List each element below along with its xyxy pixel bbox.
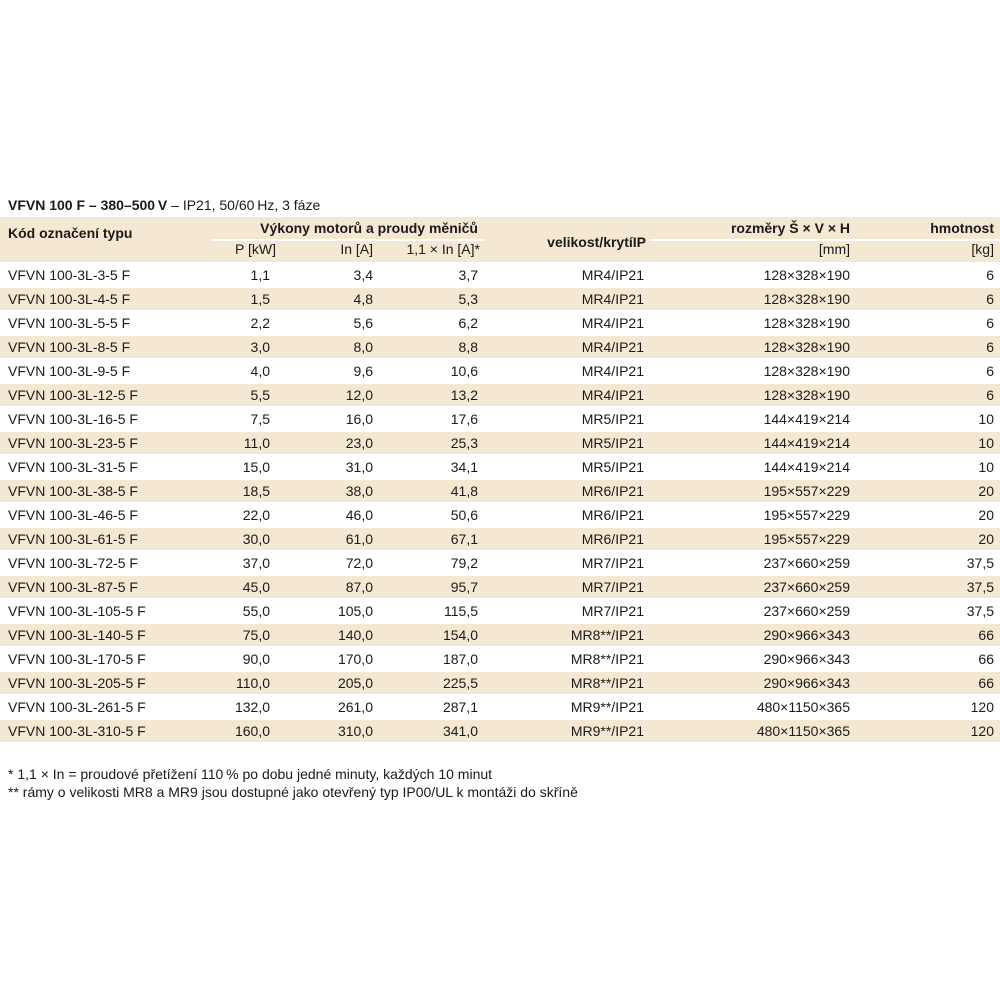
cell-frame: MR5/IP21 <box>484 456 650 480</box>
cell-overload: 41,8 <box>383 480 484 504</box>
cell-code: VFVN 100-3L-72-5 F <box>0 552 212 576</box>
cell-overload: 115,5 <box>383 600 484 624</box>
cell-dimensions: 195×557×229 <box>650 480 856 504</box>
table-row <box>0 720 1000 744</box>
cell-power: 1,5 <box>212 288 280 312</box>
cell-power: 3,0 <box>212 336 280 360</box>
cell-weight: 10 <box>856 432 1000 456</box>
cell-overload: 10,6 <box>383 360 484 384</box>
cell-weight: 6 <box>856 288 1000 312</box>
table-row <box>0 552 1000 576</box>
cell-weight: 20 <box>856 528 1000 552</box>
cell-power: 15,0 <box>212 456 280 480</box>
cell-dimensions: 290×966×343 <box>650 648 856 672</box>
cell-overload: 6,2 <box>383 312 484 336</box>
cell-dimensions: 128×328×190 <box>650 360 856 384</box>
footnote-frames: ** rámy o velikosti MR8 a MR9 jsou dostupné jako otevřený typ IP00/UL k montáži do skříně <box>8 784 578 800</box>
cell-code: VFVN 100-3L-261-5 F <box>0 696 212 720</box>
cell-overload: 79,2 <box>383 552 484 576</box>
cell-overload: 67,1 <box>383 528 484 552</box>
header-weight: hmotnost <box>856 217 1000 241</box>
cell-frame: MR9**/IP21 <box>484 696 650 720</box>
cell-overload: 25,3 <box>383 432 484 456</box>
cell-overload: 8,8 <box>383 336 484 360</box>
cell-overload: 34,1 <box>383 456 484 480</box>
cell-weight: 120 <box>856 696 1000 720</box>
cell-frame: MR4/IP21 <box>484 360 650 384</box>
cell-overload: 17,6 <box>383 408 484 432</box>
cell-overload: 50,6 <box>383 504 484 528</box>
cell-power: 90,0 <box>212 648 280 672</box>
cell-code: VFVN 100-3L-87-5 F <box>0 576 212 600</box>
cell-overload: 95,7 <box>383 576 484 600</box>
cell-dimensions: 195×557×229 <box>650 528 856 552</box>
cell-code: VFVN 100-3L-170-5 F <box>0 648 212 672</box>
cell-weight: 6 <box>856 384 1000 408</box>
cell-overload: 5,3 <box>383 288 484 312</box>
cell-current: 8,0 <box>280 336 383 360</box>
cell-power: 7,5 <box>212 408 280 432</box>
cell-overload: 3,7 <box>383 264 484 288</box>
cell-weight: 6 <box>856 360 1000 384</box>
cell-weight: 10 <box>856 408 1000 432</box>
table-row <box>0 336 1000 360</box>
cell-overload: 225,5 <box>383 672 484 696</box>
cell-frame: MR5/IP21 <box>484 408 650 432</box>
cell-frame: MR4/IP21 <box>484 312 650 336</box>
cell-dimensions: 237×660×259 <box>650 576 856 600</box>
header-p: P [kW] <box>212 241 280 264</box>
cell-dimensions: 480×1150×365 <box>650 720 856 744</box>
table-row <box>0 408 1000 432</box>
cell-dimensions: 128×328×190 <box>650 312 856 336</box>
cell-dimensions: 144×419×214 <box>650 456 856 480</box>
cell-current: 23,0 <box>280 432 383 456</box>
header-weight-unit: [kg] <box>856 241 1000 264</box>
table-row <box>0 672 1000 696</box>
table-row <box>0 504 1000 528</box>
cell-code: VFVN 100-3L-38-5 F <box>0 480 212 504</box>
cell-dimensions: 128×328×190 <box>650 384 856 408</box>
cell-code: VFVN 100-3L-3-5 F <box>0 264 212 288</box>
cell-code: VFVN 100-3L-140-5 F <box>0 624 212 648</box>
cell-frame: MR6/IP21 <box>484 528 650 552</box>
header-dims: rozměry Š × V × H <box>650 217 856 241</box>
table-title-specs: – IP21, 50/60 Hz, 3 fáze <box>167 197 321 213</box>
cell-current: 61,0 <box>280 528 383 552</box>
cell-dimensions: 290×966×343 <box>650 624 856 648</box>
cell-weight: 6 <box>856 312 1000 336</box>
cell-code: VFVN 100-3L-12-5 F <box>0 384 212 408</box>
header-frame-label: velikost/krytíIP <box>547 234 646 250</box>
cell-power: 5,5 <box>212 384 280 408</box>
cell-dimensions: 237×660×259 <box>650 600 856 624</box>
cell-dimensions: 237×660×259 <box>650 552 856 576</box>
cell-frame: MR4/IP21 <box>484 336 650 360</box>
cell-frame: MR7/IP21 <box>484 576 650 600</box>
cell-weight: 37,5 <box>856 552 1000 576</box>
cell-overload: 13,2 <box>383 384 484 408</box>
cell-weight: 10 <box>856 456 1000 480</box>
cell-power: 75,0 <box>212 624 280 648</box>
cell-current: 310,0 <box>280 720 383 744</box>
cell-frame: MR7/IP21 <box>484 600 650 624</box>
table-row <box>0 480 1000 504</box>
cell-current: 72,0 <box>280 552 383 576</box>
cell-current: 140,0 <box>280 624 383 648</box>
cell-code: VFVN 100-3L-4-5 F <box>0 288 212 312</box>
header-group: Výkony motorů a proudy měničů <box>212 217 484 241</box>
cell-weight: 66 <box>856 648 1000 672</box>
cell-overload: 287,1 <box>383 696 484 720</box>
cell-power: 18,5 <box>212 480 280 504</box>
cell-current: 9,6 <box>280 360 383 384</box>
cell-code: VFVN 100-3L-46-5 F <box>0 504 212 528</box>
cell-code: VFVN 100-3L-31-5 F <box>0 456 212 480</box>
cell-dimensions: 290×966×343 <box>650 672 856 696</box>
cell-power: 110,0 <box>212 672 280 696</box>
cell-current: 46,0 <box>280 504 383 528</box>
cell-weight: 37,5 <box>856 600 1000 624</box>
cell-frame: MR8**/IP21 <box>484 648 650 672</box>
table-row <box>0 288 1000 312</box>
cell-code: VFVN 100-3L-9-5 F <box>0 360 212 384</box>
cell-code: VFVN 100-3L-8-5 F <box>0 336 212 360</box>
cell-frame: MR8**/IP21 <box>484 672 650 696</box>
cell-current: 3,4 <box>280 264 383 288</box>
footnotes <box>8 765 578 801</box>
cell-current: 4,8 <box>280 288 383 312</box>
cell-dimensions: 128×328×190 <box>650 264 856 288</box>
table-body <box>0 264 1000 744</box>
table-row <box>0 432 1000 456</box>
cell-code: VFVN 100-3L-205-5 F <box>0 672 212 696</box>
cell-current: 16,0 <box>280 408 383 432</box>
table-row <box>0 312 1000 336</box>
cell-weight: 66 <box>856 672 1000 696</box>
footnote-overload: * 1,1 × In = proudové přetížení 110 % po dobu jedné minuty, každých 10 minut <box>8 766 493 782</box>
cell-current: 105,0 <box>280 600 383 624</box>
table-row <box>0 360 1000 384</box>
cell-frame: MR4/IP21 <box>484 288 650 312</box>
cell-frame: MR4/IP21 <box>484 384 650 408</box>
cell-code: VFVN 100-3L-5-5 F <box>0 312 212 336</box>
cell-current: 205,0 <box>280 672 383 696</box>
cell-dimensions: 128×328×190 <box>650 336 856 360</box>
table-row <box>0 696 1000 720</box>
cell-frame: MR6/IP21 <box>484 480 650 504</box>
cell-power: 37,0 <box>212 552 280 576</box>
table-title-model: VFVN 100 F – 380–500 V <box>8 197 168 213</box>
cell-power: 2,2 <box>212 312 280 336</box>
table-title <box>8 196 320 214</box>
table-row <box>0 600 1000 624</box>
table-header <box>0 217 1000 264</box>
cell-code: VFVN 100-3L-23-5 F <box>0 432 212 456</box>
header-code-label: Kód označení typu <box>8 225 133 241</box>
table-row <box>0 648 1000 672</box>
cell-weight: 6 <box>856 336 1000 360</box>
cell-code: VFVN 100-3L-16-5 F <box>0 408 212 432</box>
cell-frame: MR7/IP21 <box>484 552 650 576</box>
cell-power: 45,0 <box>212 576 280 600</box>
header-code <box>0 217 212 264</box>
cell-overload: 341,0 <box>383 720 484 744</box>
cell-current: 170,0 <box>280 648 383 672</box>
cell-weight: 6 <box>856 264 1000 288</box>
cell-frame: MR9**/IP21 <box>484 720 650 744</box>
table-row <box>0 576 1000 600</box>
cell-weight: 120 <box>856 720 1000 744</box>
cell-dimensions: 144×419×214 <box>650 408 856 432</box>
cell-power: 4,0 <box>212 360 280 384</box>
cell-current: 261,0 <box>280 696 383 720</box>
cell-weight: 20 <box>856 504 1000 528</box>
cell-code: VFVN 100-3L-61-5 F <box>0 528 212 552</box>
cell-frame: MR5/IP21 <box>484 432 650 456</box>
table-row <box>0 528 1000 552</box>
cell-current: 38,0 <box>280 480 383 504</box>
cell-code: VFVN 100-3L-310-5 F <box>0 720 212 744</box>
header-in: In [A] <box>280 241 383 264</box>
cell-weight: 37,5 <box>856 576 1000 600</box>
cell-current: 5,6 <box>280 312 383 336</box>
cell-frame: MR8**/IP21 <box>484 624 650 648</box>
spec-table <box>0 217 1000 744</box>
cell-dimensions: 480×1150×365 <box>650 696 856 720</box>
cell-overload: 154,0 <box>383 624 484 648</box>
header-frame <box>484 217 650 264</box>
cell-overload: 187,0 <box>383 648 484 672</box>
cell-power: 30,0 <box>212 528 280 552</box>
cell-dimensions: 128×328×190 <box>650 288 856 312</box>
header-overload: 1,1 × In [A]* <box>383 241 484 264</box>
cell-frame: MR4/IP21 <box>484 264 650 288</box>
cell-power: 160,0 <box>212 720 280 744</box>
cell-power: 22,0 <box>212 504 280 528</box>
cell-dimensions: 195×557×229 <box>650 504 856 528</box>
cell-weight: 66 <box>856 624 1000 648</box>
cell-power: 55,0 <box>212 600 280 624</box>
table-row <box>0 456 1000 480</box>
table-row <box>0 264 1000 288</box>
table-row <box>0 624 1000 648</box>
cell-dimensions: 144×419×214 <box>650 432 856 456</box>
table-row <box>0 384 1000 408</box>
cell-code: VFVN 100-3L-105-5 F <box>0 600 212 624</box>
cell-frame: MR6/IP21 <box>484 504 650 528</box>
cell-current: 12,0 <box>280 384 383 408</box>
cell-current: 31,0 <box>280 456 383 480</box>
cell-power: 132,0 <box>212 696 280 720</box>
header-dims-unit: [mm] <box>650 241 856 264</box>
cell-power: 11,0 <box>212 432 280 456</box>
cell-weight: 20 <box>856 480 1000 504</box>
cell-power: 1,1 <box>212 264 280 288</box>
cell-current: 87,0 <box>280 576 383 600</box>
